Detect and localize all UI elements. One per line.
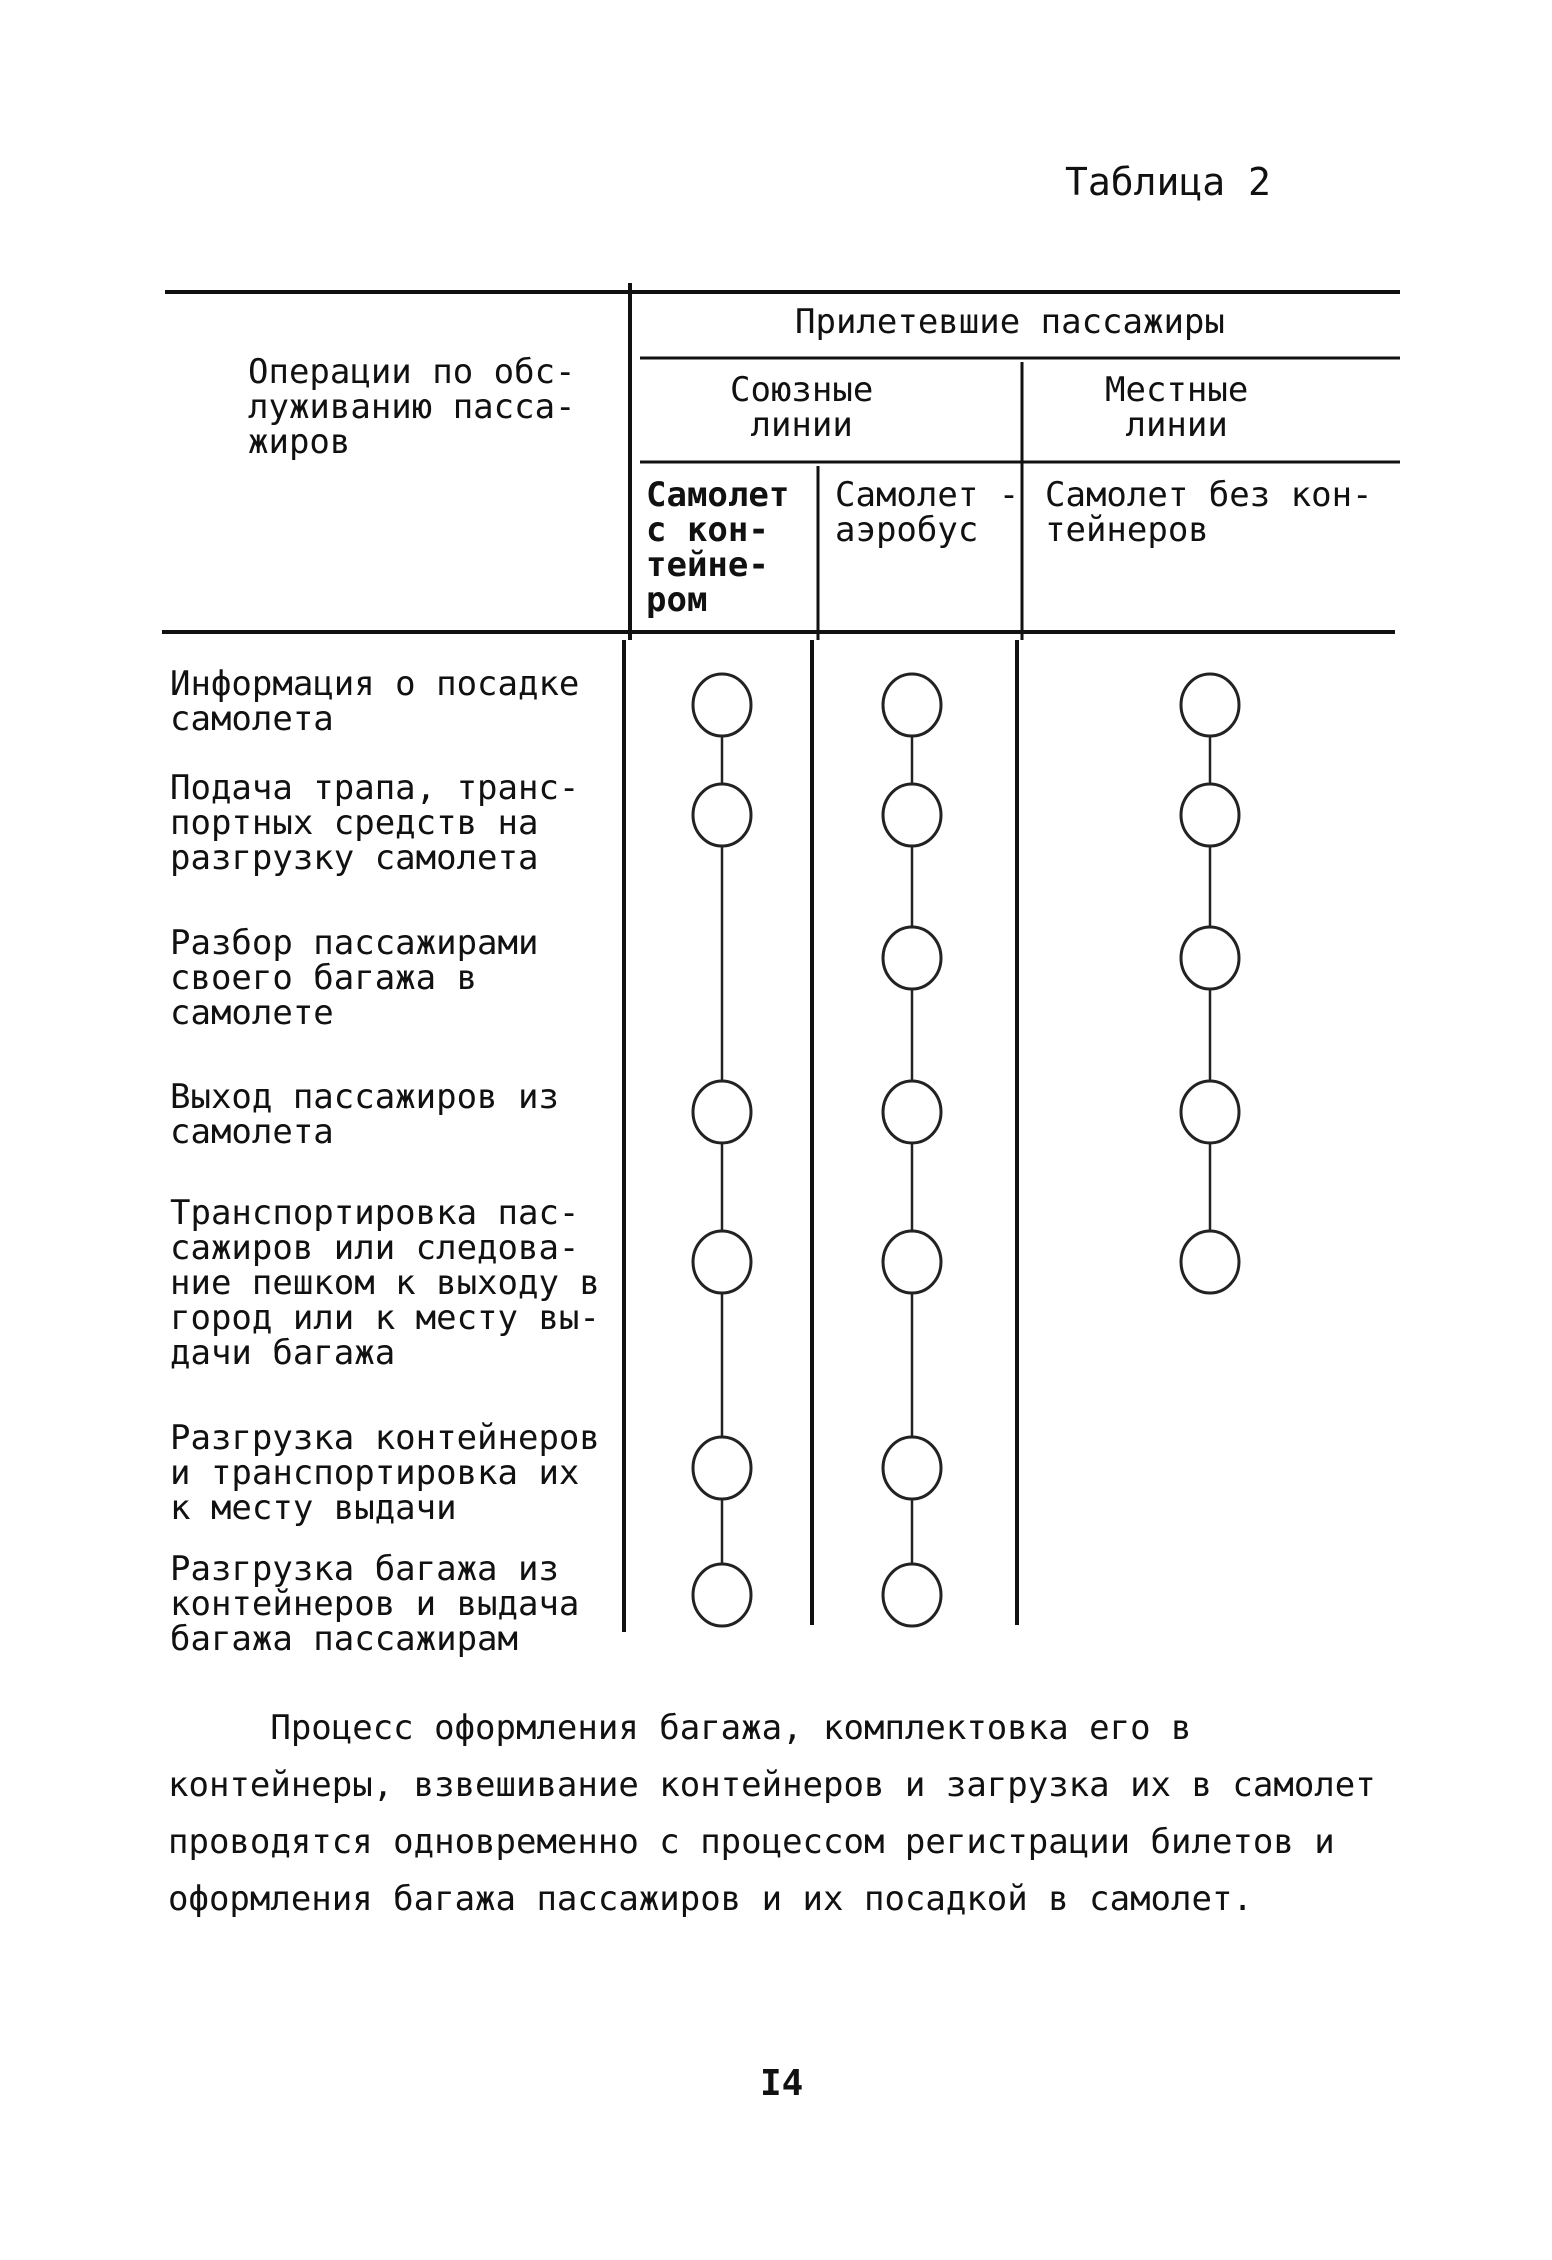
table-caption: Таблица 2 xyxy=(1065,160,1271,204)
mark-circle-row3-col3 xyxy=(1181,927,1239,989)
col-no-container: Самолет без кон- тейнеров xyxy=(1045,475,1373,550)
body-paragraph: Процесс оформления багажа, комплектовка его в контейнеры, взвешивание контейнеров и загрузка их в самолет проводятся одновременно с процессом регистрации билетов и оформления багажа пассажиров и их посадкой в самолет. xyxy=(168,1708,1376,1919)
mark-circle-row2-col1 xyxy=(693,784,751,846)
mark-circle-row7-col2 xyxy=(883,1564,941,1626)
page-number: I4 xyxy=(760,2063,804,2104)
row-label-4: Выход пассажиров из самолета xyxy=(170,1077,559,1152)
mark-circle-row2-col2 xyxy=(883,784,941,846)
mark-circle-row1-col1 xyxy=(693,674,751,736)
mark-circle-row1-col2 xyxy=(883,674,941,736)
mark-circle-row2-col3 xyxy=(1181,784,1239,846)
row-label-6: Разгрузка контейнеров и транспортировка их к месту выдачи xyxy=(170,1418,600,1528)
arrived-passengers-header: Прилетевшие пассажиры xyxy=(795,302,1225,342)
col-container-plane: Самолет с кон- тейне- ром xyxy=(646,475,790,620)
mark-circle-row3-col2 xyxy=(883,927,941,989)
mark-circle-row4-col1 xyxy=(693,1081,751,1143)
operations-header: Операции по обс- луживанию пасса- жиров xyxy=(248,352,576,462)
mark-circle-row4-col3 xyxy=(1181,1081,1239,1143)
row-label-1: Информация о посадке самолета xyxy=(170,664,580,739)
mark-circle-row5-col3 xyxy=(1181,1231,1239,1293)
row-label-5: Транспортировка пас- сажиров или следова- ние пешком к выходу в город или к месту вы- дачи багажа xyxy=(170,1193,600,1373)
union-lines-header: Союзные линии xyxy=(730,370,874,445)
mark-circle-row4-col2 xyxy=(883,1081,941,1143)
mark-circle-row7-col1 xyxy=(693,1564,751,1626)
row-label-7: Разгрузка багажа из контейнеров и выдача багажа пассажирам xyxy=(170,1549,580,1659)
mark-circle-row5-col2 xyxy=(883,1231,941,1293)
row-label-3: Разбор пассажирами своего багажа в самолете xyxy=(170,923,539,1033)
mark-circle-row1-col3 xyxy=(1181,674,1239,736)
mark-circle-row6-col1 xyxy=(693,1437,751,1499)
mark-circle-row6-col2 xyxy=(883,1437,941,1499)
mark-circle-row5-col1 xyxy=(693,1231,751,1293)
row-label-2: Подача трапа, транс- портных средств на разгрузку самолета xyxy=(170,768,580,878)
col-airbus: Самолет - аэробус xyxy=(835,475,1020,550)
local-lines-header: Местные линии xyxy=(1105,370,1249,445)
